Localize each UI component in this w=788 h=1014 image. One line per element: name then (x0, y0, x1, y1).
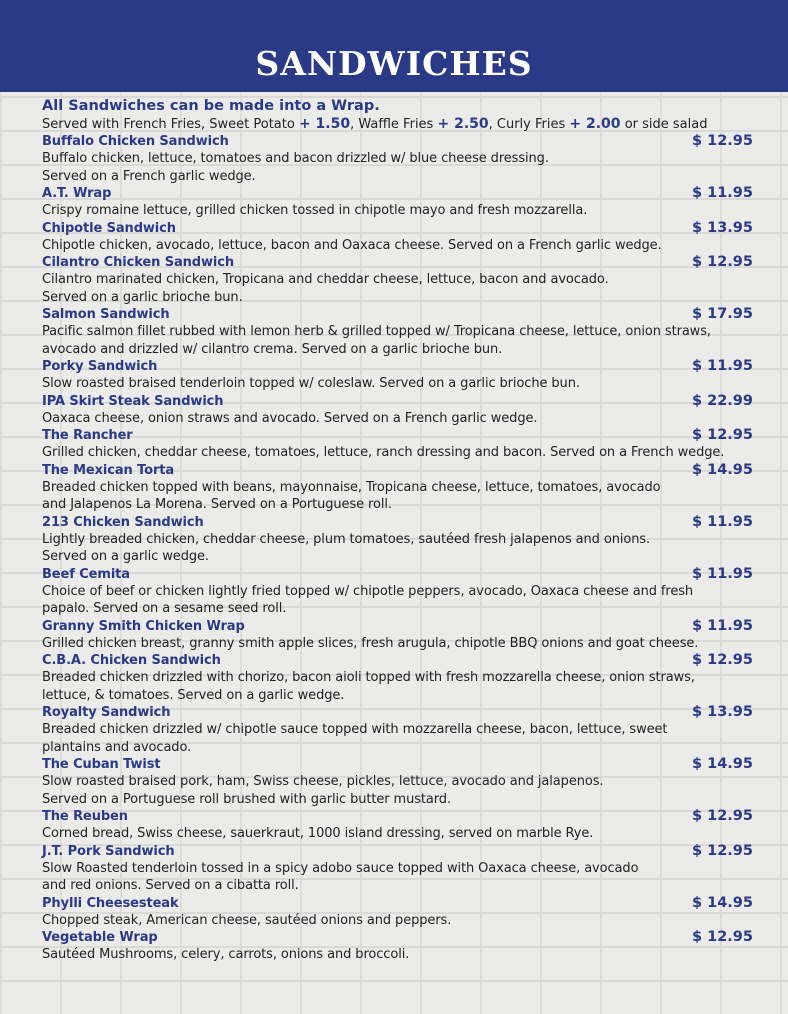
menu-item (42, 358, 757, 393)
menu-item-description: plantains and avocado. (42, 739, 192, 755)
menu-item-description: Slow roasted braised tenderloin topped w/ coleslaw. Served on a garlic brioche bun. (42, 376, 580, 391)
menu-item-header (42, 843, 757, 860)
menu-item-name: Cilantro Chicken Sandwich (42, 255, 235, 270)
menu-item-header (42, 618, 757, 635)
menu-item-description: and Jalapenos La Morena. Served on a Portuguese roll. (42, 497, 392, 512)
menu-item-description: Grilled chicken breast, granny smith apple slices, fresh arugula, chipotle BBQ onions and goat cheese. (42, 635, 699, 651)
menu-item (42, 514, 757, 566)
menu-item-name: Granny Smith Chicken Wrap (42, 618, 245, 634)
menu-item-description: Corned bread, Swiss cheese, sauerkraut, 1000 island dressing, served on marble Rye. (42, 826, 594, 841)
menu-item (42, 254, 757, 306)
menu-item-price: $ 11.95 (691, 358, 753, 374)
menu-item-price: $ 11.95 (691, 617, 753, 634)
menu-item-price: $ 13.95 (691, 704, 753, 720)
menu-item-description: Cilantro marinated chicken, Tropicana and cheddar cheese, lettuce, bacon and avocado. (42, 272, 609, 287)
menu-item-description: Served on a garlic brioche bun. (42, 289, 243, 305)
menu-item-name: 213 Chicken Sandwich (42, 514, 204, 530)
menu-item-name: Buffalo Chicken Sandwich (42, 134, 229, 149)
menu-item-description: Lightly breaded chicken, cheddar cheese, plum tomatoes, sautéed fresh jalapenos and onions. (42, 531, 651, 547)
menu-item-name: Beef Cemita (42, 566, 130, 582)
menu-item-header (42, 756, 757, 773)
menu-item-header (42, 895, 757, 912)
menu-item-price: $ 14.95 (691, 894, 753, 911)
menu-item-name: The Rancher (42, 428, 133, 443)
menu-item-description: Served on a garlic wedge. (42, 549, 209, 564)
menu-item-name: Chipotle Sandwich (42, 220, 176, 236)
menu-item-description: avocado and drizzled w/ cilantro crema. Served on a garlic brioche bun. (42, 341, 503, 357)
menu-item-header (42, 306, 757, 323)
page-title: SANDWICHES (255, 44, 533, 83)
menu-item-price: $ 12.95 (691, 254, 753, 270)
menu-item-name: Vegetable Wrap (42, 930, 158, 945)
menu-item-description: Slow Roasted tenderloin tossed in a spicy adobo sauce topped with Oaxaca cheese, avocado (42, 860, 639, 876)
menu-item (42, 393, 757, 428)
menu-item-price: $ 12.95 (691, 842, 753, 859)
sides-note-waffle: , Waffle Fries (350, 117, 434, 132)
menu-item-header (42, 808, 757, 825)
sides-note-suffix: or side salad (624, 117, 708, 132)
menu-items-list (42, 133, 757, 964)
menu-item-price: $ 11.95 (691, 185, 753, 201)
menu-item-description: Slow roasted braised pork, ham, Swiss cheese, pickles, lettuce, avocado and jalapenos. (42, 774, 604, 789)
wrap-note-title: All Sandwiches can be made into a Wrap. (42, 98, 380, 114)
menu-item-price: $ 11.95 (691, 565, 753, 582)
menu-item (42, 929, 757, 964)
menu-item-price: $ 17.95 (691, 306, 753, 322)
menu-item-name: IPA Skirt Steak Sandwich (42, 393, 224, 409)
menu-item-header (42, 514, 757, 531)
menu-item-description: Buffalo chicken, lettuce, tomatoes and bacon drizzled w/ blue cheese dressing. (42, 151, 549, 166)
menu-item-name: Porky Sandwich (42, 359, 158, 374)
menu-item-header (42, 929, 757, 946)
sides-note (42, 116, 757, 133)
menu-item-header (42, 652, 757, 669)
menu-item (42, 843, 757, 895)
menu-item (42, 133, 757, 185)
menu-item-description: Sautéed Mushrooms, celery, carrots, onions and broccoli. (42, 947, 410, 962)
menu-item-price: $ 11.95 (691, 513, 753, 530)
menu-item-header (42, 185, 757, 202)
menu-item-header (42, 427, 757, 444)
menu-item-header (42, 566, 757, 583)
menu-item-name: Royalty Sandwich (42, 705, 171, 720)
menu-item-header (42, 393, 757, 410)
sides-note-prefix: Served with French Fries, Sweet Potato (42, 117, 295, 132)
menu-item (42, 895, 757, 930)
menu-item (42, 704, 757, 756)
menu-item-description: papalo. Served on a sesame seed roll. (42, 601, 287, 616)
menu-item-description: Breaded chicken drizzled with chorizo, bacon aioli topped with fresh mozzarella cheese, onion straws, (42, 670, 695, 685)
waffle-price: + 2.50 (437, 116, 489, 132)
menu-item-description: Served on a Portuguese roll brushed with garlic butter mustard. (42, 791, 451, 807)
menu-item-header (42, 358, 757, 375)
menu-item-description: Served on a French garlic wedge. (42, 168, 256, 184)
menu-item-price: $ 12.95 (691, 808, 753, 824)
menu-item-description: Oaxaca cheese, onion straws and avocado. Served on a French garlic wedge. (42, 410, 538, 426)
menu-item (42, 808, 757, 843)
menu-item (42, 185, 757, 220)
menu-item (42, 756, 757, 808)
menu-item-header (42, 254, 757, 271)
menu-item-header (42, 462, 757, 479)
menu-item-description: and red onions. Served on a cibatta roll. (42, 878, 299, 893)
menu-item (42, 462, 757, 514)
menu-item-name: The Cuban Twist (42, 757, 161, 772)
menu-item-name: Phylli Cheesesteak (42, 895, 179, 911)
menu-item-description: Breaded chicken topped with beans, mayonnaise, Tropicana cheese, lettuce, tomatoes, avocado (42, 479, 661, 495)
menu-item-price: $ 12.95 (691, 133, 753, 149)
menu-item-name: The Reuben (42, 809, 128, 824)
menu-item-name: J.T. Pork Sandwich (42, 843, 175, 859)
menu-item-description: Breaded chicken drizzled w/ chipotle sauce topped with mozzarella cheese, bacon, lettuce, sweet (42, 722, 668, 737)
menu-item-price: $ 13.95 (691, 219, 753, 236)
menu-item-header (42, 704, 757, 721)
menu-item-price: $ 12.95 (691, 652, 753, 668)
menu-content (42, 97, 757, 964)
menu-item (42, 427, 757, 462)
menu-item-price: $ 14.95 (691, 461, 753, 478)
menu-item-description: Chopped steak, American cheese, sautéed onions and peppers. (42, 912, 452, 928)
menu-item-description: lettuce, & tomatoes. Served on a garlic wedge. (42, 687, 345, 703)
menu-item-price: $ 22.99 (691, 392, 753, 409)
menu-item-price: $ 12.95 (691, 427, 753, 443)
menu-item-header (42, 220, 757, 237)
curly-price: + 2.00 (569, 116, 621, 132)
menu-item (42, 652, 757, 704)
menu-item-name: C.B.A. Chicken Sandwich (42, 653, 221, 668)
menu-item-price: $ 14.95 (691, 756, 753, 772)
menu-item (42, 220, 757, 255)
menu-item-description: Crispy romaine lettuce, grilled chicken tossed in chipotle mayo and fresh mozzarella. (42, 203, 588, 218)
menu-item (42, 306, 757, 358)
menu-item-price: $ 12.95 (691, 929, 753, 945)
menu-item-description: Grilled chicken, cheddar cheese, tomatoes, lettuce, ranch dressing and bacon. Served on a French wedge. (42, 445, 725, 460)
menu-item-name: A.T. Wrap (42, 186, 112, 201)
menu-item (42, 618, 757, 653)
menu-item-description: Pacific salmon fillet rubbed with lemon herb & grilled topped w/ Tropicana cheese, lettuce, onion straws, (42, 324, 711, 339)
sides-note-curly: , Curly Fries (488, 117, 566, 132)
menu-item-name: Salmon Sandwich (42, 307, 170, 322)
menu-item-name: The Mexican Torta (42, 462, 175, 478)
menu-item-description: Choice of beef or chicken lightly fried topped w/ chipotle peppers, avocado, Oaxaca cheese and fresh (42, 583, 694, 599)
menu-item-header (42, 133, 757, 150)
menu-item-description: Chipotle chicken, avocado, lettuce, bacon and Oaxaca cheese. Served on a French garlic wedge. (42, 237, 662, 253)
menu-item (42, 566, 757, 618)
sweet-potato-price: + 1.50 (298, 116, 351, 132)
page-header (0, 0, 788, 92)
